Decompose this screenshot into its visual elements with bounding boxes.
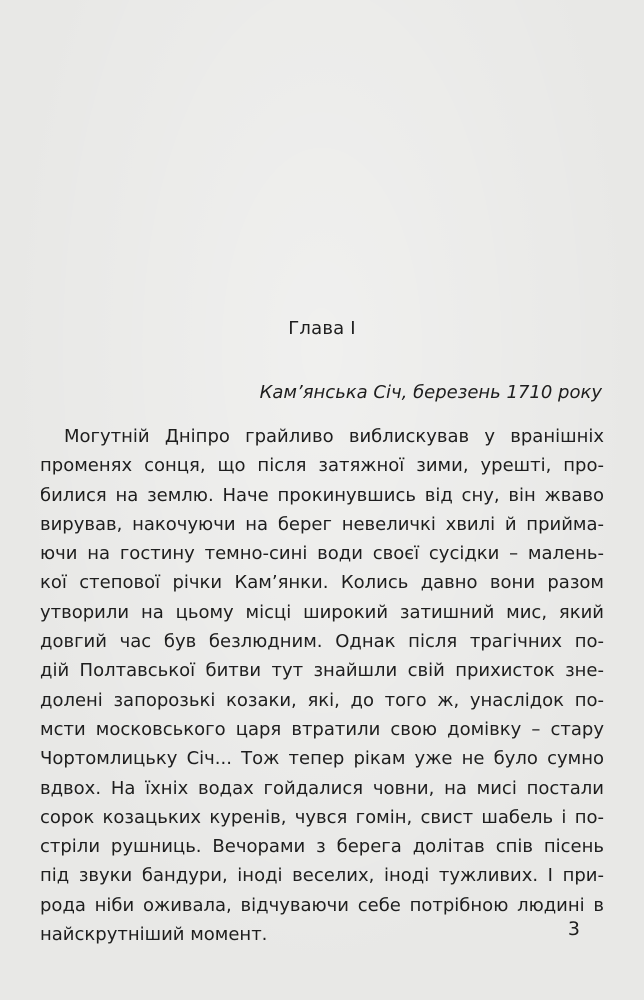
paragraph-line: вирував, накочуючи на берег невеличкі хвилі й прийма- bbox=[40, 513, 604, 535]
paragraph-line: кої степової річки Кам’янки. Колись давно вони разом bbox=[40, 572, 604, 594]
paragraph-line: Чортомлицьку Січ... Тож тепер рікам уже не було сумно bbox=[40, 748, 604, 770]
paragraph bbox=[40, 422, 604, 949]
paragraph-line: долені запорозькі козаки, які, до того ж, унаслідок по- bbox=[40, 689, 604, 711]
paragraph-line: вдвох. На їхніх водах гойдалися човни, на мисі постали bbox=[40, 777, 604, 799]
paragraph-line: рода ніби оживала, відчуваючи себе потрібною людині в bbox=[40, 894, 604, 916]
paragraph-line: стріли рушниць. Вечорами з берега долітав спів пісень bbox=[40, 836, 604, 858]
paragraph-line: довгий час був безлюдним. Однак після трагічних по- bbox=[40, 631, 604, 653]
chapter-subtitle: Кам’янська Січ, березень 1710 року bbox=[259, 382, 602, 403]
page-number: 3 bbox=[567, 918, 580, 940]
paragraph-line: дій Полтавської битви тут знайшли свій прихисток зне- bbox=[40, 660, 604, 682]
paragraph-line: ючи на гостину темно-сині води своєї сусідки – малень- bbox=[40, 543, 604, 565]
paragraph-line: утворили на цьому місці широкий затишний мис, який bbox=[40, 601, 604, 623]
paragraph-line: під звуки бандури, іноді веселих, іноді тужливих. І при- bbox=[40, 865, 604, 887]
paragraph-line: найскрутніший момент. bbox=[40, 924, 268, 946]
paragraph-line: променях сонця, що після затяжної зими, урешті, про- bbox=[40, 455, 604, 477]
paragraph-line: билися на землю. Наче прокинувшись від сну, він жваво bbox=[40, 484, 604, 506]
paragraph-line: мсти московського царя втратили свою домівку – стару bbox=[40, 718, 604, 740]
paragraph-line: сорок козацьких куренів, чувся гомін, свист шабель і по- bbox=[40, 806, 604, 828]
paragraph-line: Могутній Дніпро грайливо виблискував у вранішніх bbox=[64, 426, 604, 447]
chapter-title: Глава I bbox=[288, 318, 356, 339]
